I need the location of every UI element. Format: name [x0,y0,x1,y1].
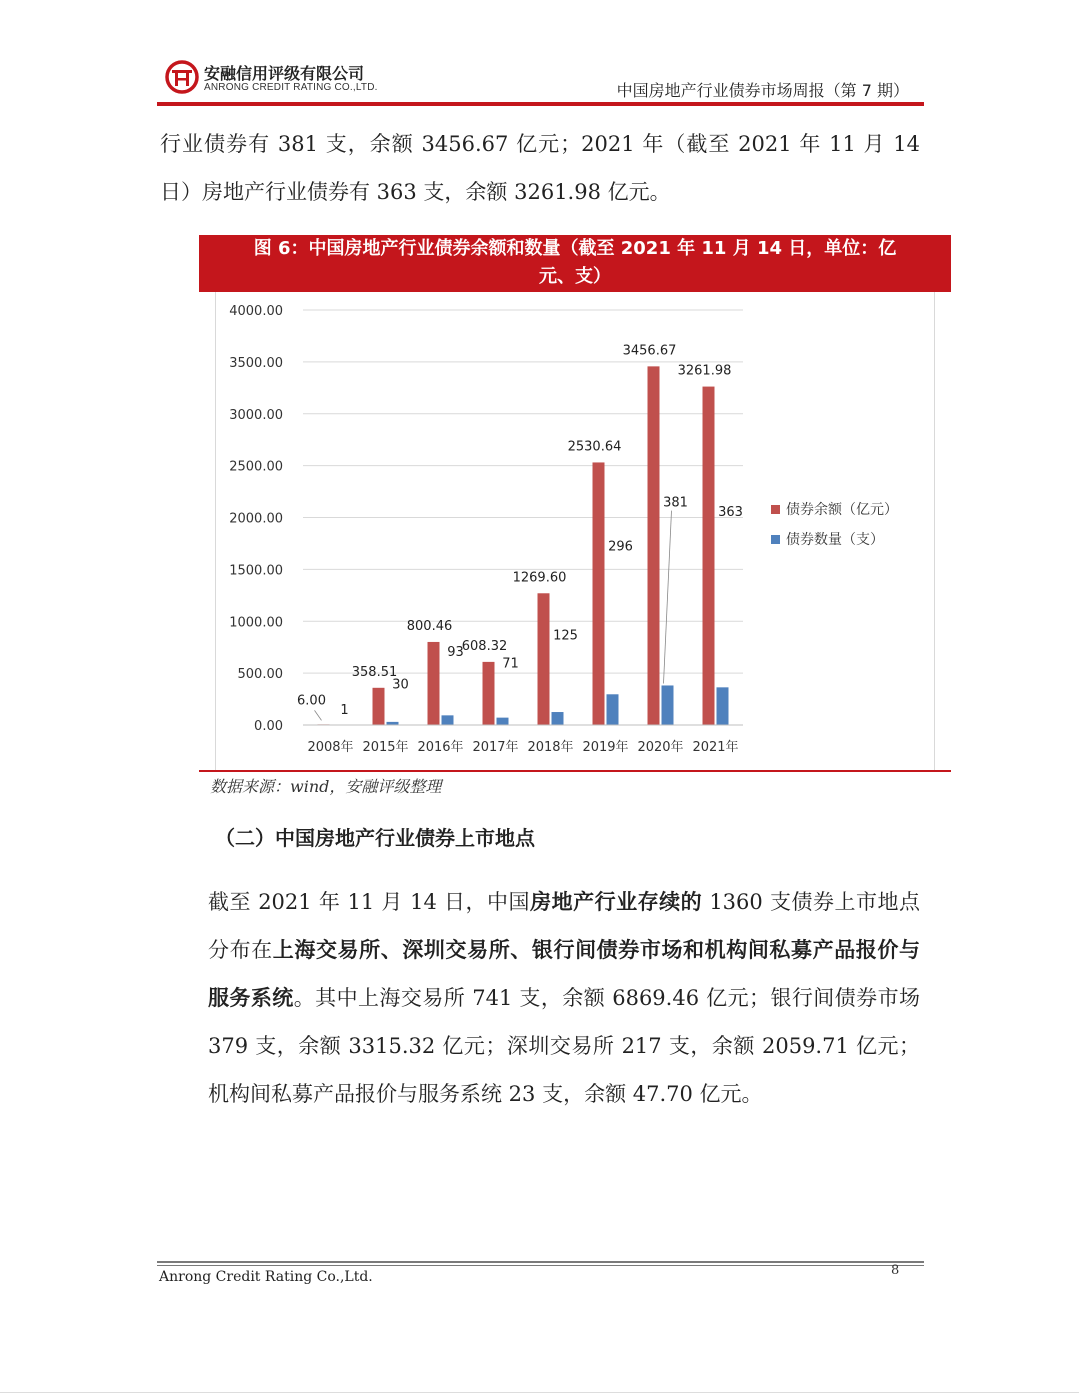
x-tick-label: 2021年 [692,740,739,755]
paragraph-2-bold1: 房地产行业存续的 [530,890,703,914]
company-name-cn: 安融信用评级有限公司 [204,64,365,83]
figure-title-line2: 元、支） [539,266,611,287]
figure-title [199,235,951,292]
paragraph-2-part1: 截至 2021 年 11 月 14 日，中国 [208,890,531,914]
y-tick-label: 1500.00 [229,563,283,579]
bar-bond-balance [648,366,660,725]
bar-bond-balance [538,593,550,725]
x-tick-label: 2015年 [362,740,409,755]
page-number: 8 [891,1263,900,1278]
y-tick-label: 2500.00 [229,459,283,475]
data-label-count: 363 [718,504,743,520]
y-tick-label: 0.00 [254,719,283,734]
y-tick-label: 4000.00 [229,304,283,319]
data-label-count: 93 [447,645,464,661]
paragraph-2-bold2: 上海交易所、深圳交易所、银行间债券市场和机构间私募产品报价与服务系统 [208,938,920,1010]
x-tick-label: 2020年 [637,740,684,755]
data-label-count: 125 [553,628,578,644]
bar-bond-count [442,715,454,725]
data-label-balance: 3261.98 [677,363,732,379]
data-label-balance: 608.32 [461,638,508,654]
data-label-count: 296 [608,539,633,555]
company-name-en: ANRONG CREDIT RATING CO.,LTD. [204,82,378,93]
legend-swatch [771,535,780,544]
data-label-count: 71 [502,656,519,672]
header-divider [157,102,924,106]
y-tick-label: 3500.00 [229,355,283,371]
data-label-balance: 2530.64 [567,439,622,455]
y-tick-label: 500.00 [237,667,283,683]
paragraph-1 [160,120,920,216]
legend-swatch [771,505,780,514]
data-label-balance: 3456.67 [622,343,677,359]
bar-bond-count [552,712,564,725]
label-leader-line [664,511,672,684]
bar-bond-balance [483,662,495,725]
label-leader-line [315,710,322,720]
paragraph-2 [160,878,920,1118]
anrong-logo-icon [165,60,199,94]
paragraph-1-text: 行业债券有 381 支，余额 3456.67 亿元；2021 年（截至 2021 年 11 月 14 日）房地产行业债券有 363 支，余额 3261.98 亿元。 [160,132,920,204]
data-label-count: 381 [663,495,688,511]
bar-bond-balance [428,642,440,725]
data-label-balance: 358.51 [351,664,398,680]
bar-bond-count [662,685,674,725]
paragraph-2-part3: 。其中上海交易所 741 支，余额 6869.46 亿元；银行间债券市场 379 支，余额 3315.32 亿元；深圳交易所 217 支，余额 2059.71 亿元；机构间私募产品报价与服务系统 23 支，余额 47.70 亿元。 [208,986,921,1106]
section-title: （二）中国房地产行业债券上市地点 [215,826,535,850]
page-bottom-edge [0,1392,1079,1393]
bar-bond-balance [373,688,385,725]
bar-bond-balance [593,462,605,725]
chart-container [215,292,935,771]
paragraph-2-part2: 1360 支债券上市地点分布在 [208,890,921,962]
data-label-balance: 1269.60 [512,570,567,586]
report-title: 中国房地产行业债券市场周报（第 7 期） [616,81,909,100]
y-tick-label: 3000.00 [229,407,283,423]
data-label-balance: 800.46 [406,618,453,634]
data-source: 数据来源：wind，安融评级整理 [210,777,442,796]
x-tick-label: 2016年 [417,740,464,755]
x-tick-label: 2008年 [307,740,354,755]
y-tick-label: 2000.00 [229,511,283,527]
footer-divider-top [157,1261,924,1263]
data-label-balance: 6.00 [297,693,326,709]
bar-bond-balance [703,387,715,725]
chart-bottom-divider [199,770,951,772]
data-label-count: 1 [340,702,349,718]
bar-bond-count [607,694,619,725]
legend-label: 债券数量（支） [786,532,884,548]
data-label-count: 30 [392,677,409,693]
bar-bond-count [717,687,729,725]
x-tick-label: 2017年 [472,740,519,755]
bar-bond-count [497,718,509,725]
figure-title-line1: 图 6：中国房地产行业债券余额和数量（截至 2021 年 11 月 14 日，单位：亿 [253,238,897,259]
x-tick-label: 2019年 [582,740,629,755]
x-tick-label: 2018年 [527,740,574,755]
legend-label: 债券余额（亿元） [786,502,898,518]
bond-balance-count-chart [216,292,934,770]
y-tick-label: 1000.00 [229,615,283,631]
footer-company: Anrong Credit Rating Co.,Ltd. [159,1269,373,1285]
footer-divider-bottom [157,1265,924,1266]
